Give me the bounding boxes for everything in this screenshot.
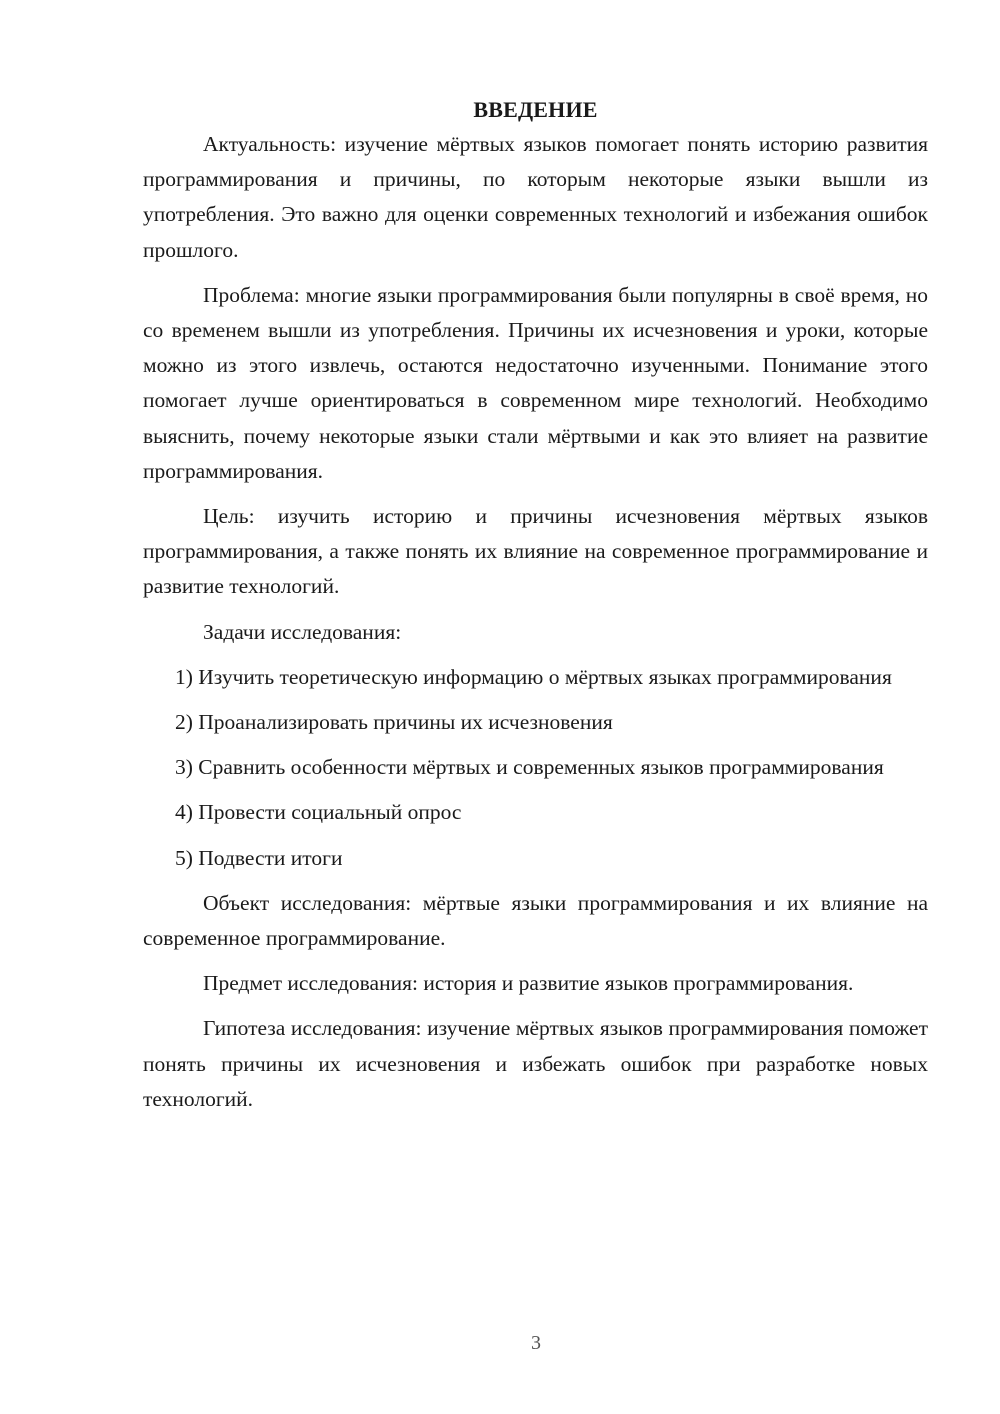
document-page (143, 92, 928, 1127)
task-item-2: 2) Проанализировать причины их исчезновения (175, 710, 613, 735)
page-number: 3 (531, 1332, 541, 1354)
section-title: ВВЕДЕНИЕ (473, 97, 598, 122)
paragraph-tasks-heading: Задачи исследования: (203, 619, 402, 644)
task-item-4: 4) Провести социальный опрос (175, 800, 462, 825)
paragraph-problem: Проблема: многие языки программирования были популярны в своё время, но со временем вышли из употребления. Причины их исчезновения и уроки, которые можно из этого извлечь, остаются недостаточно изученными. Понимание этого помогает лучше ориентироваться в современном мире технологий. Необходимо выяснить, почему некоторые языки стали мёртвыми и как это влияет на развитие программирования. (143, 282, 928, 483)
task-item-1: 1) Изучить теоретическую информацию о мёртвых языках программирования (175, 664, 892, 689)
task-item-5: 5) Подвести итоги (175, 845, 343, 870)
paragraph-goal: Цель: изучить историю и причины исчезновения мёртвых языков программирования, а также понять их влияние на современное программирование и развитие технологий. (143, 504, 928, 599)
paragraph-subject: Предмет исследования: история и развитие языков программирования. (203, 971, 854, 996)
paragraph-hypothesis: Гипотеза исследования: изучение мёртвых языков программирования поможет понять причины их исчезновения и избежать ошибок при разработке новых технологий. (143, 1016, 928, 1111)
paragraph-relevance: Актуальность: изучение мёртвых языков помогает понять историю развития программирования и причины, по которым некоторые языки вышли из употребления. Это важно для оценки современных технологий и избежания ошибок прошлого. (143, 132, 928, 262)
paragraph-object: Объект исследования: мёртвые языки программирования и их влияние на современное программирование. (143, 890, 928, 951)
task-item-3: 3) Сравнить особенности мёртвых и современных языков программирования (175, 755, 884, 780)
